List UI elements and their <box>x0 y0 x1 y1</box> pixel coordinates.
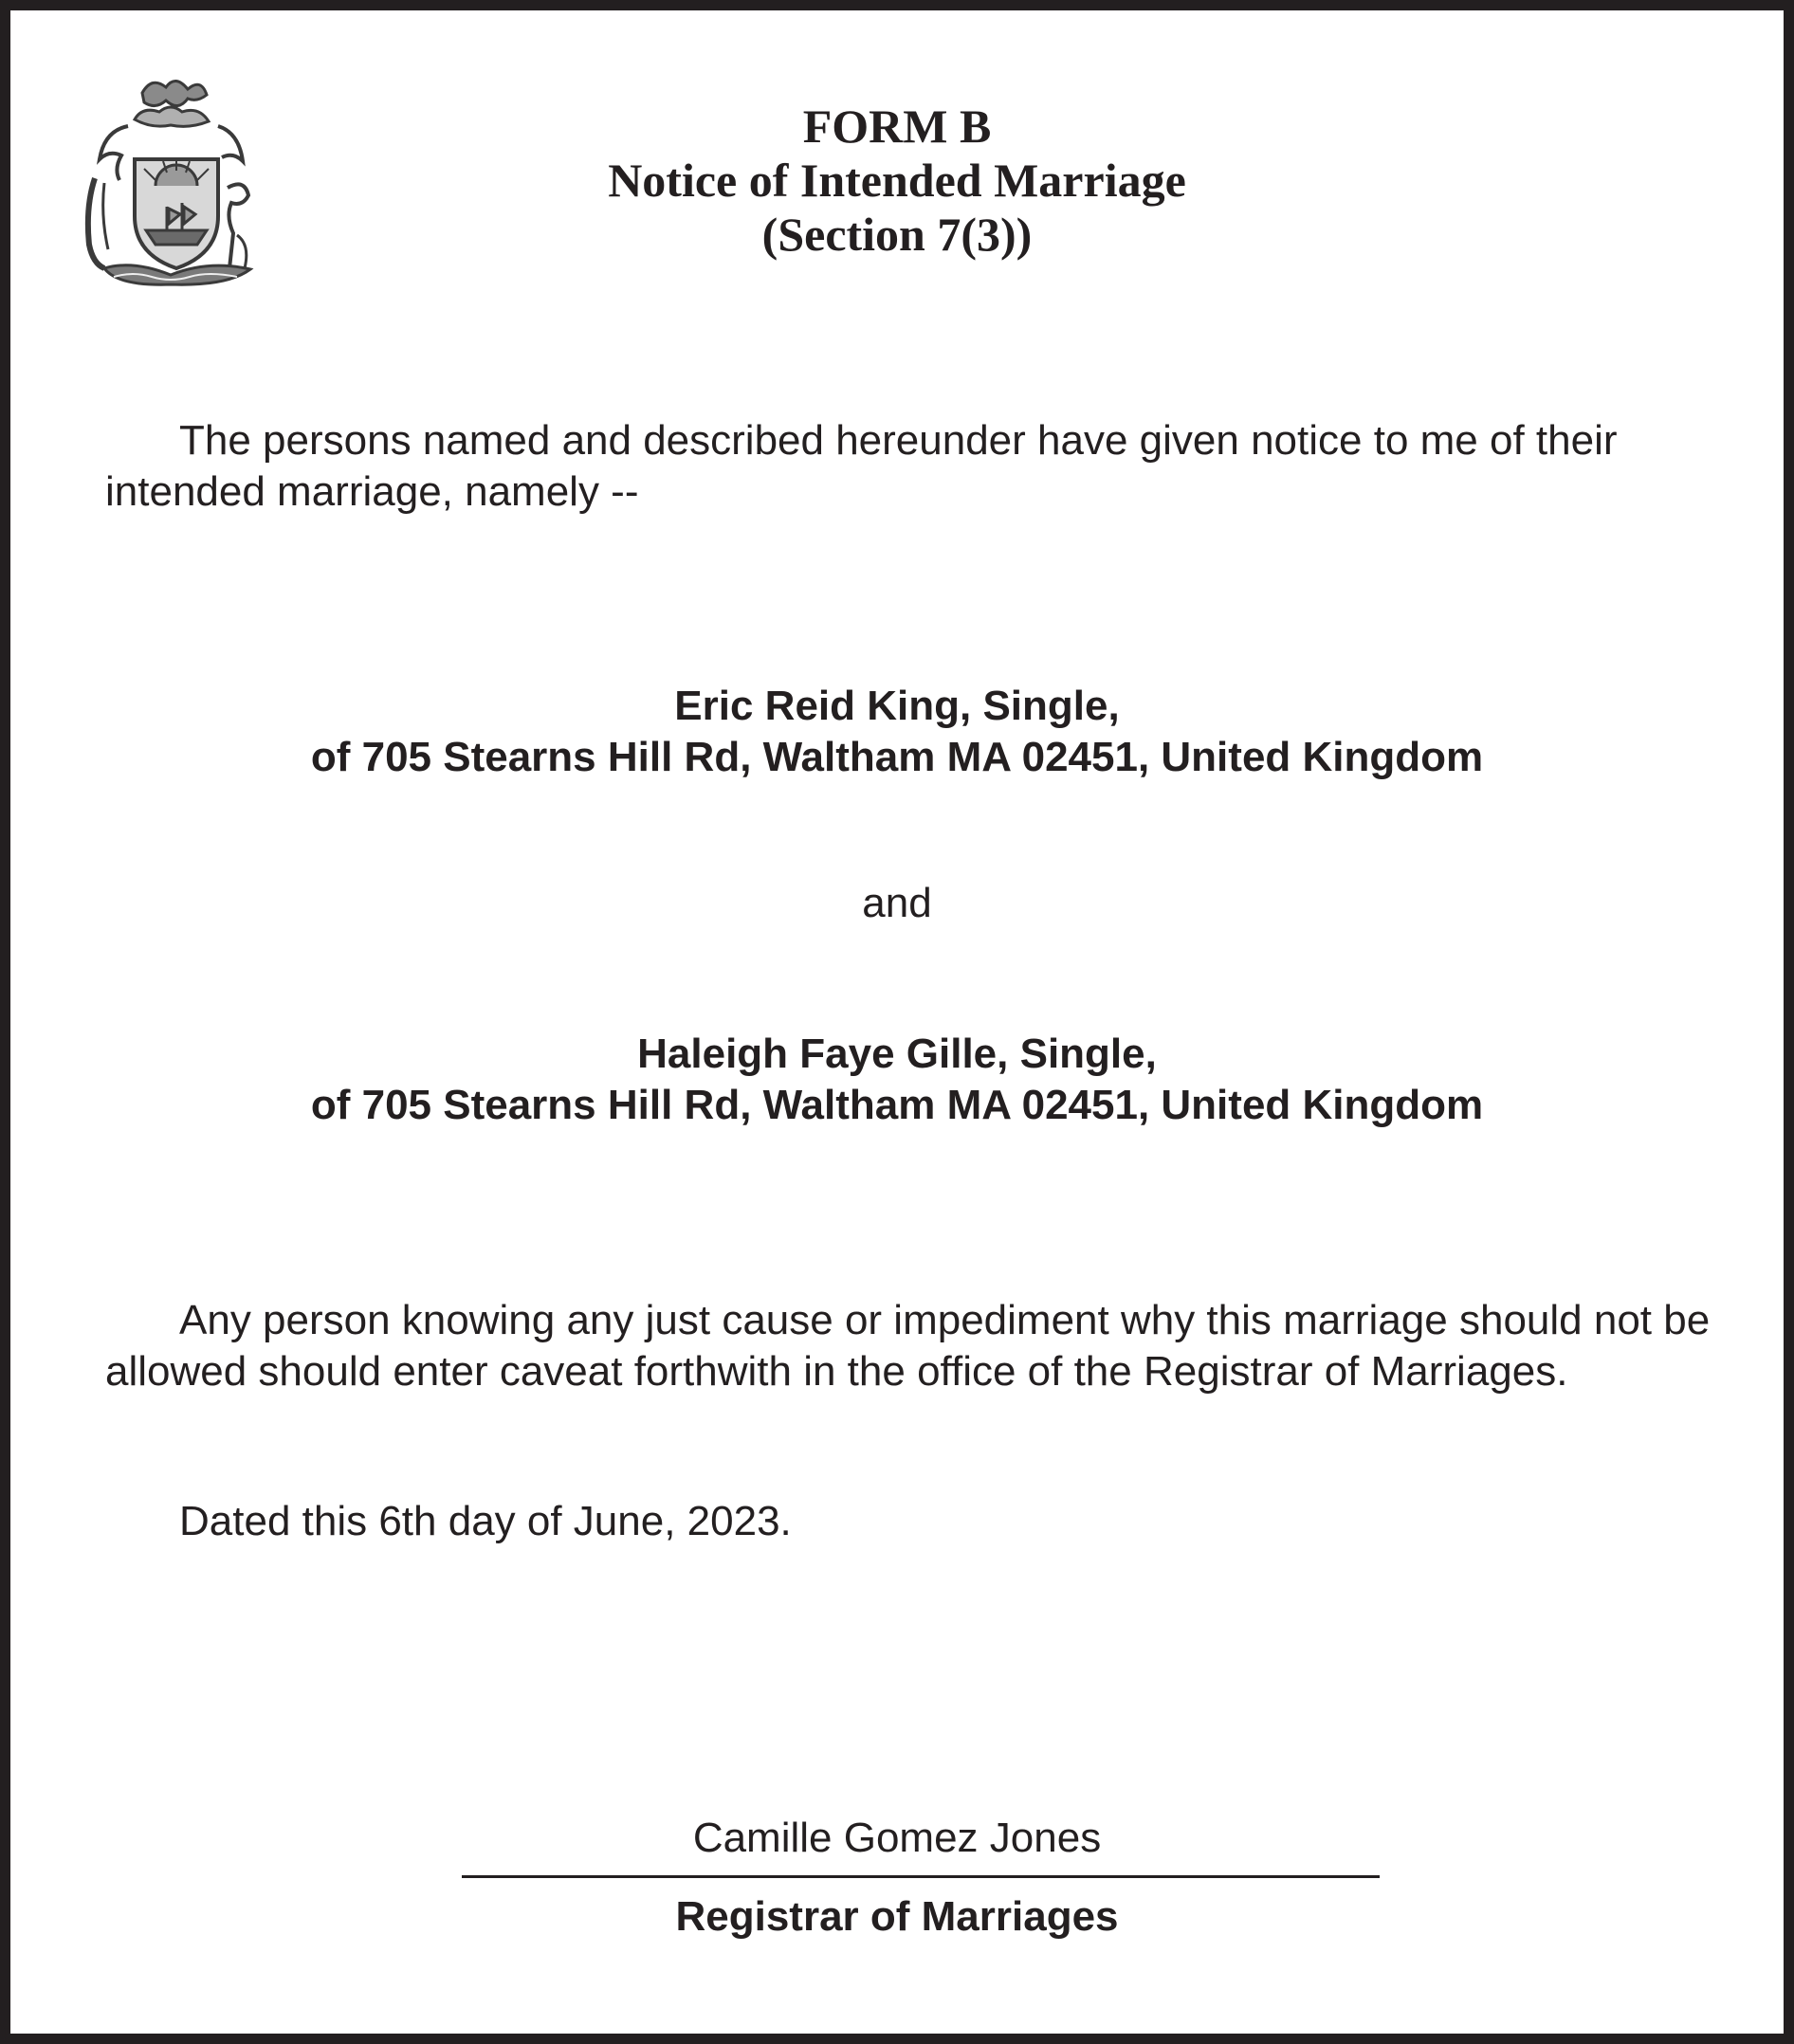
signatory-title: Registrar of Marriages <box>675 1893 1119 1940</box>
party-one-address: of 705 Stearns Hill Rd, Waltham MA 02451, United Kingdom <box>310 734 1484 780</box>
objection-text: Any person knowing any just cause or impediment why this marriage should not be allowed should enter caveat forthwith in the office of the Registrar of Marriages. <box>105 1297 1711 1395</box>
signature-line <box>462 1875 1380 1878</box>
form-label: FORM B <box>802 100 992 153</box>
dated-text: Dated this 6th day of June, 2023. <box>179 1498 792 1544</box>
party-one-name: Eric Reid King, Single, <box>674 683 1120 729</box>
intro-paragraph <box>105 415 1717 518</box>
form-section: (Section 7(3)) <box>761 208 1033 261</box>
party-one <box>0 681 1794 783</box>
dated-paragraph <box>105 1496 1717 1547</box>
party-two <box>0 1029 1794 1131</box>
conjunction-text: and <box>862 880 932 926</box>
objection-paragraph <box>105 1295 1717 1397</box>
form-heading <box>0 100 1794 262</box>
party-two-address: of 705 Stearns Hill Rd, Waltham MA 02451, United Kingdom <box>310 1082 1484 1128</box>
form-title: Notice of Intended Marriage <box>608 154 1186 207</box>
intro-text: The persons named and described hereunder have given notice to me of their intended marriage, namely -- <box>105 417 1618 515</box>
party-two-name: Haleigh Faye Gille, Single, <box>637 1031 1157 1077</box>
signatory-name: Camille Gomez Jones <box>692 1815 1102 1861</box>
